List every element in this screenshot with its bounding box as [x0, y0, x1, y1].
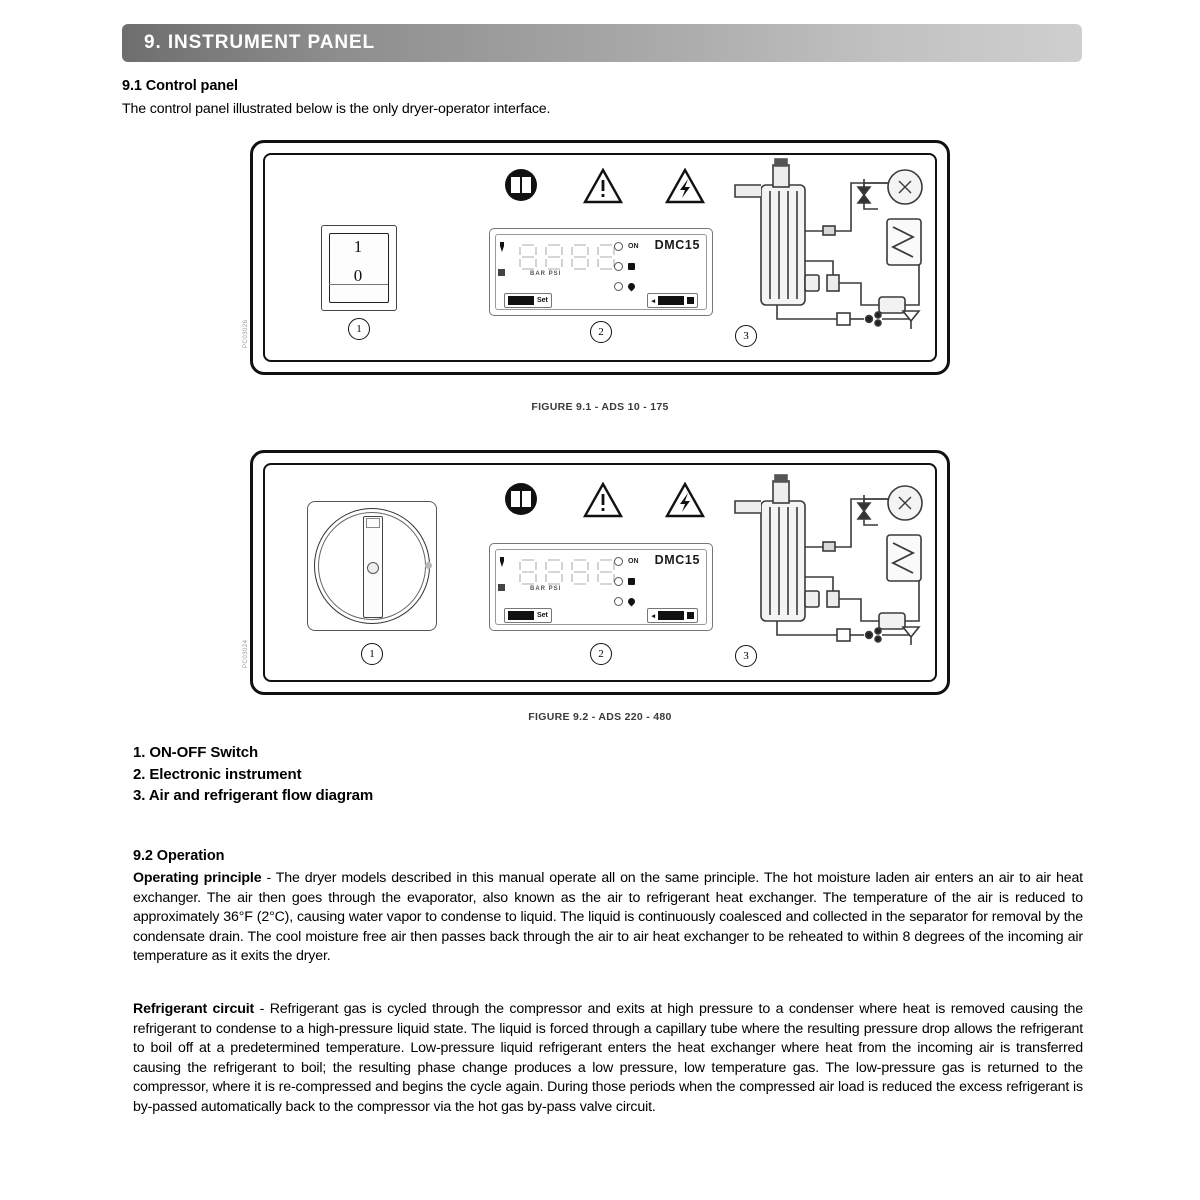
operating-principle-text: - The dryer models described in this manual operate all on the same principle. The hot moisture laden air enters an air to air heat exchanger. The air then goes through the evaporator, also known as the air to refrigerant heat exchanger. The temperature of the air is reduced to approximately 36°F (2°C), causing water vapor to condense to liquid. The liquid is continuously coalesced and collected in the separator for removal by the condensate drain. The cool moisture free air then passes back through the air to air heat exchanger to be reheated to within 8 degrees of the incoming air temperature as it exits the dryer. — [133, 870, 1083, 964]
section-header-bar — [122, 24, 1082, 62]
led-dot — [614, 282, 623, 291]
operating-principle-paragraph — [133, 869, 1083, 967]
figure-9-1-caption: FIGURE 9.1 - ADS 10 - 175 — [531, 401, 669, 413]
panel-legend-list — [133, 742, 373, 807]
seven-segment-display — [508, 554, 628, 588]
set-button[interactable] — [508, 611, 534, 620]
display-unit-label: BAR PSI — [530, 586, 562, 592]
led-dot — [614, 557, 623, 566]
air-refrigerant-flow-diagram — [729, 157, 935, 337]
on-off-rotary-switch[interactable] — [307, 501, 437, 631]
control-panel-graphic — [243, 140, 950, 375]
led-indicator-3 — [614, 282, 635, 291]
nav-icon: ◂ — [651, 297, 655, 305]
led-drop-icon — [627, 597, 637, 607]
nav-button-group[interactable] — [647, 293, 698, 308]
led-label-on: ON — [628, 558, 639, 565]
warning-triangle-icon — [583, 168, 623, 204]
pressure-icon — [498, 556, 507, 568]
rotary-notch — [366, 518, 380, 528]
figure-9-1 — [243, 140, 950, 375]
list-item: 3. Air and refrigerant flow diagram — [133, 787, 374, 804]
led-square-icon — [628, 263, 635, 270]
electronic-instrument[interactable] — [489, 228, 713, 316]
callout-3: 3 — [735, 325, 757, 347]
led-dot — [614, 577, 623, 586]
led-indicator-2 — [614, 577, 635, 586]
list-item: 2. Electronic instrument — [133, 765, 302, 783]
rotary-hub — [367, 562, 379, 574]
callout-1: 1 — [361, 643, 383, 665]
heading-9-2: 9.2 Operation — [133, 848, 225, 864]
figure-9-2-caption: FIGURE 9.2 - ADS 220 - 480 — [528, 711, 672, 723]
figure-side-code: PC03026 — [243, 319, 249, 348]
instrument-brand-label: DMC15 — [654, 238, 700, 252]
callout-2: 2 — [590, 643, 612, 665]
control-panel-graphic-2 — [243, 450, 950, 695]
intro-paragraph: The control panel illustrated below is the only dryer-operator interface. — [122, 101, 551, 117]
set-button-label: Set — [537, 612, 548, 619]
seven-segment-display — [508, 239, 628, 273]
electrical-hazard-icon — [665, 168, 705, 204]
led-indicator-3 — [614, 597, 635, 606]
instrument-brand-label: DMC15 — [654, 553, 700, 567]
air-refrigerant-flow-diagram — [729, 473, 935, 653]
mode-icon — [498, 269, 505, 276]
display-unit-label: BAR PSI — [530, 271, 562, 277]
refrigerant-circuit-lead: Refrigerant circuit — [133, 1001, 255, 1017]
nav-up-button[interactable] — [687, 297, 694, 304]
refrigerant-circuit-text: - Refrigerant gas is cycled through the compressor and exits at high pressure to a condenser where heat is removed causing the refrigerant to condense to a high-pressure liquid state. The liquid is forced through a capillary tube where the resulting pressure drop allows the refrigerant to boil off at a predetermined temperature. Low-pressure liquid refrigerant enters the heat exchanger where heat from the incoming air is transferred causing the refrigerant to boil; the resulting phase change produces a low pressure, low temperature gas. The low-pressure gas is returned to the compressor, where it is re-compressed and begins the cycle again. During those periods when the compressed air load is reduced the excess refrigerant is by-passed automatically back to the compressor via the hot gas by-pass valve circuit. — [133, 1001, 1084, 1115]
callout-2: 2 — [590, 321, 612, 343]
refrigerant-circuit-paragraph — [133, 1000, 1083, 1117]
callout-1: 1 — [348, 318, 370, 340]
led-square-icon — [628, 578, 635, 585]
set-button-label: Set — [537, 297, 548, 304]
electrical-hazard-icon — [665, 482, 705, 518]
led-dot — [614, 597, 623, 606]
mode-icon — [498, 584, 505, 591]
heading-9-1: 9.1 Control panel — [122, 78, 238, 94]
led-label-on: ON — [628, 243, 639, 250]
led-indicator-on — [614, 242, 639, 251]
rocker-on-label: 1 — [353, 237, 363, 256]
set-button-group[interactable] — [504, 608, 552, 623]
figure-side-code: PC03024 — [243, 639, 249, 668]
list-item: 1. ON-OFF Switch — [133, 744, 259, 761]
electronic-instrument[interactable] — [489, 543, 713, 631]
nav-button[interactable] — [658, 611, 684, 620]
led-dot — [614, 242, 623, 251]
led-indicator-2 — [614, 262, 635, 271]
set-button[interactable] — [508, 296, 534, 305]
operating-principle-lead: Operating principle — [133, 870, 262, 886]
led-indicator-on — [614, 557, 639, 566]
nav-up-button[interactable] — [687, 612, 694, 619]
nav-icon: ◂ — [651, 612, 655, 620]
set-button-group[interactable] — [504, 293, 552, 308]
page-title: 9. INSTRUMENT PANEL — [144, 32, 376, 53]
callout-3: 3 — [735, 645, 757, 667]
warning-triangle-icon — [583, 482, 623, 518]
on-off-rocker-switch[interactable] — [321, 225, 397, 311]
read-manual-icon — [505, 169, 537, 201]
nav-button[interactable] — [658, 296, 684, 305]
read-manual-icon — [505, 483, 537, 515]
nav-button-group[interactable] — [647, 608, 698, 623]
rocker-off-label: 0 — [353, 266, 363, 285]
figure-9-2 — [243, 450, 950, 695]
pressure-icon — [498, 241, 507, 253]
led-drop-icon — [627, 282, 637, 292]
led-dot — [614, 262, 623, 271]
rotary-position-tick — [425, 562, 432, 569]
